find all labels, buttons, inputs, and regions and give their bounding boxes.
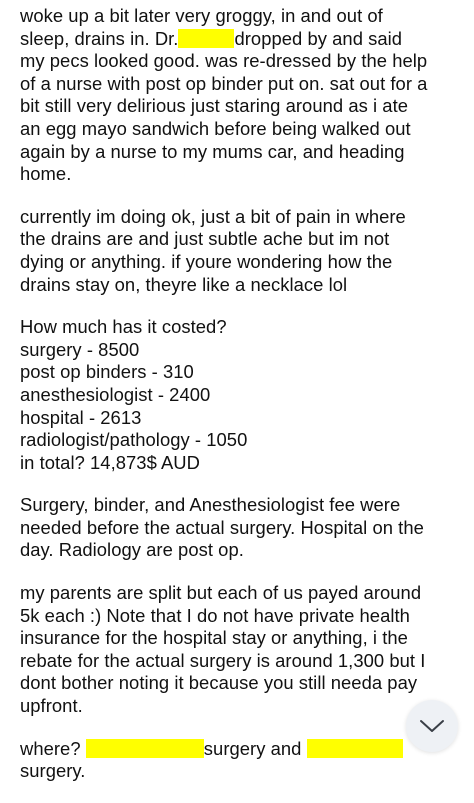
cost-item-radiology: radiologist/pathology - 1050 (20, 429, 248, 451)
cost-item-surgery: surgery - 8500 (20, 338, 140, 360)
text-line (20, 28, 460, 51)
text-line: drains stay on, theyre like a necklace lol (20, 273, 348, 295)
text-fragment: where? (20, 737, 81, 759)
text-line: needed before the actual surgery. Hospital on the (20, 516, 424, 538)
text-line: upfront. (20, 695, 83, 717)
text-line (20, 738, 460, 761)
cost-item-binders: post op binders - 310 (20, 361, 194, 383)
text-line: the drains are and just subtle ache but im not (20, 228, 390, 250)
text-fragment: surgery and (203, 737, 302, 759)
cost-item-anesthesiologist: anesthesiologist - 2400 (20, 383, 211, 405)
paragraph-where (20, 738, 460, 783)
costs-heading: How much has it costed? (20, 316, 227, 338)
text-line: dying or anything. if youre wondering how the (20, 250, 393, 272)
text-line: surgery. (20, 760, 86, 782)
text-line: currently im doing ok, just a bit of pain in where (20, 205, 406, 227)
text-line: my pecs looked good. was re-dressed by the help (20, 50, 428, 72)
chevron-down-icon (419, 718, 445, 734)
redaction-highlight (178, 29, 234, 48)
text-line: my parents are split but each of us payed around (20, 582, 422, 604)
text-line: day. Radiology are post op. (20, 539, 244, 561)
post-body (20, 5, 460, 803)
paragraph-current-state (20, 206, 460, 296)
text-line: 5k each :) Note that I do not have private health (20, 604, 410, 626)
paragraph-payment (20, 582, 460, 718)
text-line: an egg mayo sandwich before being walked out (20, 117, 411, 139)
scroll-down-button[interactable] (406, 700, 458, 752)
text-fragment: dropped by and said (234, 27, 403, 49)
redaction-highlight (86, 739, 204, 758)
text-line: bit still very delirious just staring around as i ate (20, 95, 409, 117)
paragraph-costs (20, 316, 460, 474)
cost-item-hospital: hospital - 2613 (20, 406, 142, 428)
cost-total: in total? 14,873$ AUD (20, 451, 200, 473)
text-line: woke up a bit later very groggy, in and out of (20, 5, 383, 26)
text-line: rebate for the actual surgery is around 1,300 but I (20, 649, 426, 671)
paragraph-fee-timing (20, 494, 460, 562)
text-fragment: sleep, drains in. Dr. (20, 27, 179, 49)
redaction-highlight (307, 739, 403, 758)
text-line: of a nurse with post op binder put on. sat out for a (20, 72, 428, 94)
paragraph-recovery (20, 5, 460, 186)
text-line: home. (20, 163, 72, 185)
text-line: Surgery, binder, and Anesthesiologist fee were (20, 494, 401, 516)
text-line: dont bother noting it because you still needa pay (20, 672, 418, 694)
text-line: again by a nurse to my mums car, and heading (20, 140, 405, 162)
text-line: insurance for the hospital stay or anything, i the (20, 627, 408, 649)
